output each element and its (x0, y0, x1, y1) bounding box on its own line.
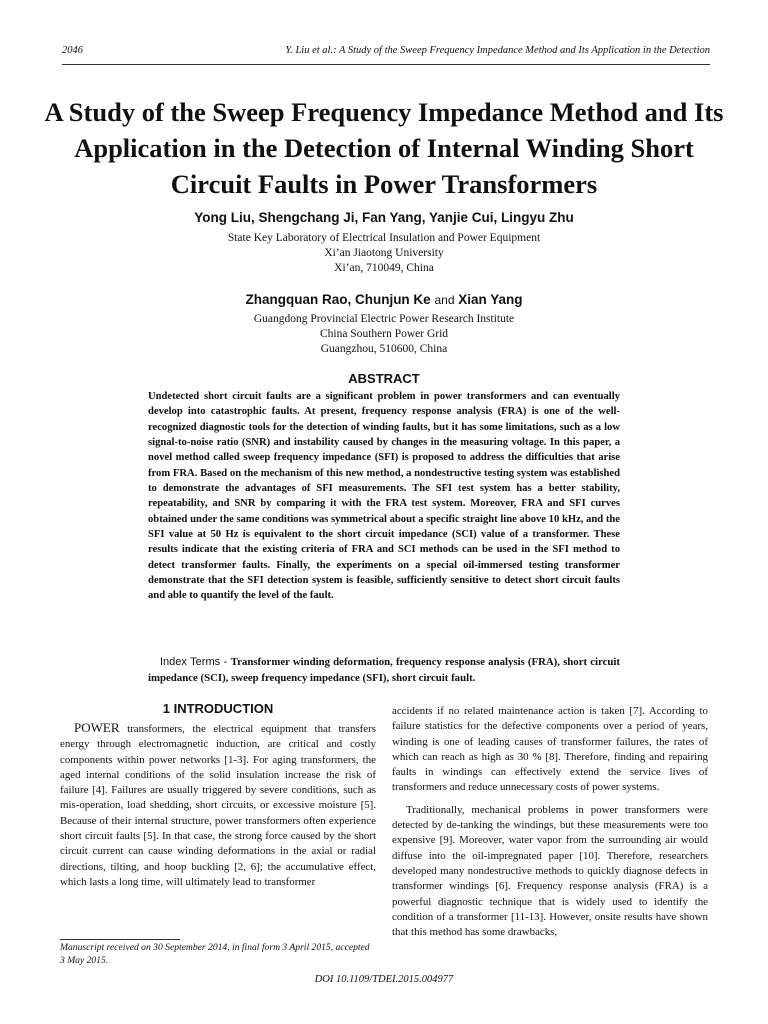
affiliation-line: State Key Laboratory of Electrical Insulation and Power Equipment (227, 232, 541, 244)
doi-footer: DOI 10.1109/TDEI.2015.004977 (314, 974, 454, 985)
footnote-rule (60, 939, 180, 940)
paper-title (40, 94, 728, 202)
running-title: Y. Liu et al.: A Study of the Sweep Frequency Impedance Method and Its Application in the Detection (285, 45, 710, 56)
running-header (62, 45, 710, 56)
body-paragraph (60, 720, 376, 890)
affiliation-line: China Southern Power Grid (319, 328, 449, 340)
affiliation-2 (0, 312, 768, 357)
index-terms-label: Index Terms - (160, 656, 231, 668)
index-terms-text: Transformer winding deformation, frequency response analysis (FRA), short circuit impedance (SCI), sweep frequency impedance (SFI), short circuit fault. (148, 656, 620, 684)
title-line: Application in the Detection of Internal Winding Short (74, 133, 694, 163)
index-terms (148, 655, 620, 686)
abstract-text: Undetected short circuit faults are a significant problem in power transformers and can eventually develop into catastrophic faults. At present, frequency response analysis (FRA) is one of the well-recognized diagnostic tools for the detection of winding faults, but it has some limitations, such as a low signal-to-noise ratio (SNR) and instability caused by changes in the measuring voltage. In this paper, a novel method called sweep frequency impedance (SFI) is proposed to address the difficulties that arise from FRA. Based on the mechanism of this new method, a nondestructive testing system was established to demonstrate the advantages of SFI measurements. The SFI test system has a better stability, repeatability, and SNR by comparing it with the FRA test system. Moreover, FRA and SFI curves obtained under the same conditions was symmetrical about a specific straight line above 10 kHz, and the SFI value at 50 Hz is equivalent to the short circuit impedance (SCI) value of a transformer. These results indicate that the existing criteria of FRA and SCI methods can be used in the SFI method to detect transformer faults. Finally, the experiments on a special oil-immersed testing transformer demonstrate that the SFI detection system is feasible, sufficiently sensitive to detect short circuit faults and able to quantify the level of the fault. (148, 391, 620, 602)
title-line: Circuit Faults in Power Transformers (170, 169, 598, 199)
header-rule (62, 64, 710, 65)
title-line: A Study of the Sweep Frequency Impedance Method and Its (44, 97, 724, 127)
affiliation-line: Guangdong Provincial Electric Power Research Institute (253, 313, 515, 325)
author-names: Zhangquan Rao, Chunjun Ke (245, 292, 431, 307)
paragraph-text: transformers, the electrical equipment that transfers energy through electromagnetic induction, are critical and costly components within power networks [1-3]. For aging transformers, the aged internal conditions of the solid insulation increase the risk of failure [4]. Failures are usually triggered by severe conditions, such as mis-operation, load shedding, short circuits, or excessive moisture [5]. Because of their internal structure, power transformers often experience short circuit faults [5]. In that case, the strong force caused by the short circuit current can cause winding deformations in the axial or radial directions, tilting, and hoop buckling [2, 6]; the accumulative effect, which lasts a long time, will ultimately lead to transformer (60, 723, 376, 888)
affiliation-line: Xi’an Jiaotong University (324, 247, 444, 259)
body-paragraph: Traditionally, mechanical problems in power transformers were detected by de-tanking the windings, but these measurements were too expensive [9]. Moreover, water vapor from the surrounding air would diffuse into the oil-impregnated paper [10]. Therefore, researchers developed many nondestructive methods to quickly diagnose defects in transformer windings [6]. Frequency response analysis (FRA) is a powerful diagnostic technique that is widely used to identify the condition of a transformer [11-13]. However, onsite results have shown that this method has some drawbacks, (392, 803, 708, 939)
abstract-heading: ABSTRACT (348, 371, 420, 386)
section-heading-introduction: 1 INTRODUCTION (162, 701, 274, 716)
affiliation-1 (0, 231, 768, 276)
right-column (392, 704, 708, 940)
body-paragraph: accidents if no related maintenance action is taken [7]. According to failure statistics for the defective components over a period of years, winding is one of leading causes of transformer failures, the rates of which can reach as high as 30 % [8]. Therefore, finding and repairing faults in windings can effectively extend the service lives of transformers and reduce unnecessary costs of power systems. (392, 705, 708, 794)
affiliation-line: Guangzhou, 510600, China (320, 343, 448, 355)
author-names: Xian Yang (458, 292, 523, 307)
manuscript-footnote: Manuscript received on 30 September 2014, in final form 3 April 2015, accepted 3 May 2015. (60, 942, 370, 966)
page-number: 2046 (62, 45, 83, 56)
left-column (60, 720, 376, 890)
lead-word: POWER (74, 720, 120, 735)
affiliation-line: Xi’an, 710049, China (334, 262, 434, 274)
author-conjunction: and (434, 293, 455, 307)
author-list-1: Yong Liu, Shengchang Ji, Fan Yang, Yanjie Cui, Lingyu Zhu (194, 210, 574, 225)
author-list-2 (0, 292, 768, 307)
